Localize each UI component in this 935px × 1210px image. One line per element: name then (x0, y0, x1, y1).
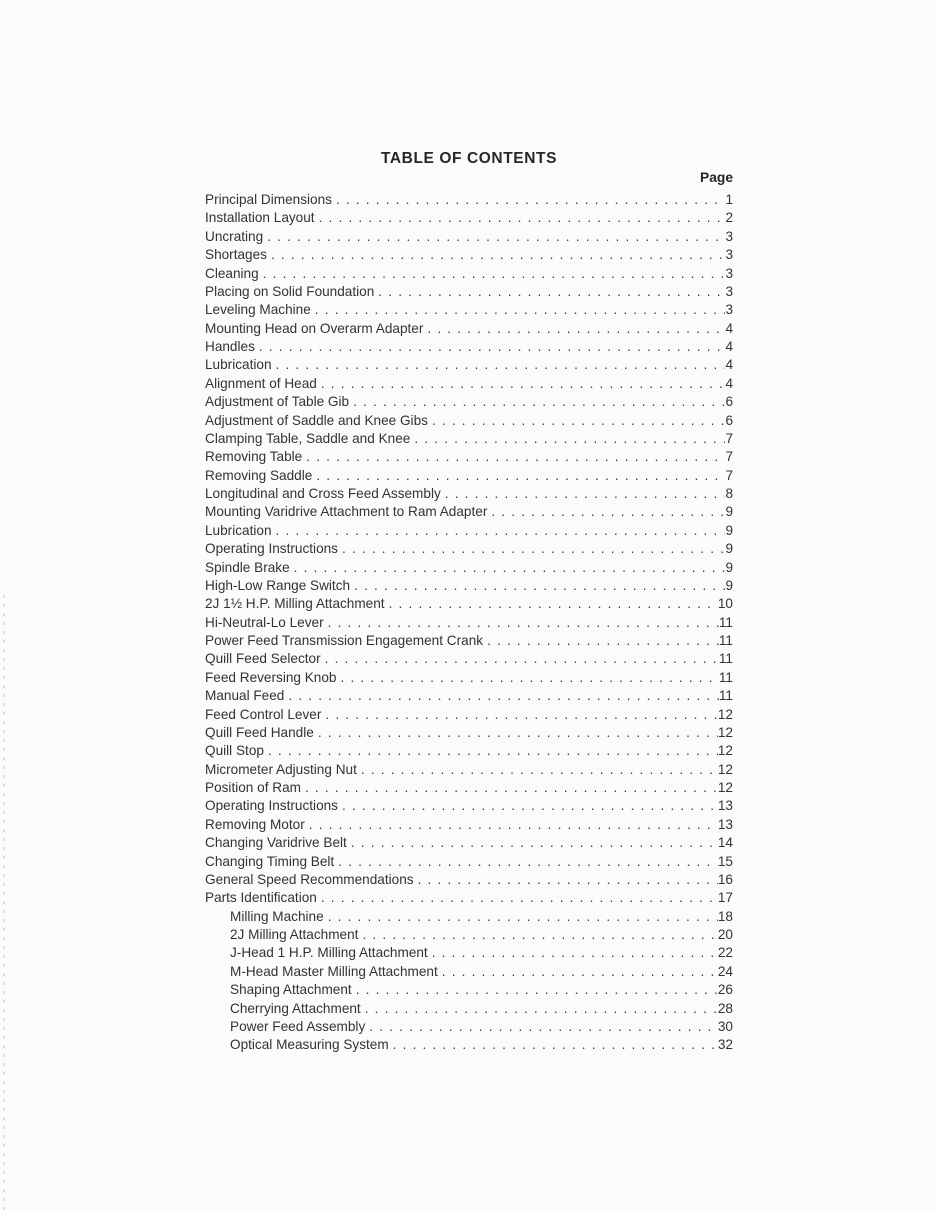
toc-entry-page: 6 (725, 412, 733, 428)
dot-leader-icon (314, 725, 718, 740)
dot-leader-icon (352, 982, 718, 997)
toc-entry-label: Cleaning (205, 265, 259, 281)
toc-row (205, 523, 733, 541)
toc-row (205, 578, 733, 596)
dot-leader-icon (272, 523, 726, 538)
toc-entry-page: 3 (725, 283, 733, 299)
toc-entry-page: 24 (717, 963, 733, 979)
dot-leader-icon (263, 229, 725, 244)
toc-entry-label: 2J Milling Attachment (230, 927, 359, 942)
toc-row (205, 835, 733, 853)
toc-entry-label: J-Head 1 H.P. Milling Attachment (230, 945, 428, 961)
toc-row (205, 927, 733, 945)
toc-row (205, 560, 733, 578)
toc-row (205, 321, 733, 339)
toc-entry-page: 12 (717, 743, 733, 759)
dot-leader-icon (332, 192, 726, 207)
toc-row (205, 339, 733, 357)
page-title: TABLE OF CONTENTS (380, 150, 558, 167)
toc-row (205, 357, 733, 375)
toc-entry-page: 12 (717, 780, 733, 795)
dot-leader-icon (264, 743, 718, 758)
toc-entry-label: Clamping Table, Saddle and Knee (205, 430, 411, 446)
toc-row (205, 707, 733, 725)
toc-entry-page: 3 (725, 228, 733, 244)
toc-entry-label: Feed Reversing Knob (205, 669, 337, 685)
toc-row (205, 192, 733, 210)
dot-leader-icon (410, 431, 725, 446)
toc-entry-label: Removing Table (205, 449, 303, 465)
scan-artifact-line (3, 595, 5, 1210)
dot-leader-icon (312, 468, 725, 483)
toc-entry-page: 11 (718, 651, 733, 667)
toc-entry-label: Milling Machine (230, 908, 324, 924)
dot-leader-icon (302, 449, 725, 464)
toc-row (205, 651, 733, 669)
toc-entry-page: 4 (725, 339, 733, 354)
toc-entry-page: 11 (718, 688, 733, 704)
toc-entry-page: 12 (717, 761, 733, 777)
dot-leader-icon (267, 247, 725, 262)
toc-entry-label: Manual Feed (205, 688, 285, 704)
toc-entry-label: Shaping Attachment (230, 982, 352, 998)
toc-entry-label: Mounting Head on Overarm Adapter (205, 320, 424, 336)
toc-row (205, 266, 733, 284)
dot-leader-icon (311, 302, 726, 317)
toc-entry-label: Quill Feed Selector (205, 651, 321, 667)
toc-row (205, 615, 733, 633)
toc-entry-page: 20 (717, 927, 733, 942)
toc-row (205, 688, 733, 706)
toc-entry-label: Quill Stop (205, 743, 264, 759)
dot-leader-icon (284, 688, 719, 703)
toc-entry-page: 11 (718, 633, 733, 648)
toc-row (205, 817, 733, 835)
toc-entry-label: Changing Varidrive Belt (205, 835, 347, 851)
dot-leader-icon (324, 909, 718, 924)
toc-entry-page: 2 (725, 210, 733, 226)
toc-entry-label: Operating Instructions (205, 541, 338, 557)
dot-leader-icon (487, 504, 725, 519)
toc-row (205, 964, 733, 982)
toc-entry-page: 12 (717, 706, 733, 722)
toc-row (205, 1037, 733, 1055)
dot-leader-icon (483, 633, 719, 648)
toc-entry-page: 9 (725, 541, 733, 557)
toc-row (205, 909, 733, 927)
toc-entry-page: 6 (725, 394, 733, 410)
toc-entry-page: 28 (717, 1000, 733, 1016)
dot-leader-icon (338, 541, 725, 556)
dot-leader-icon (389, 1037, 718, 1052)
toc-entry-label: Lubrication (205, 522, 272, 538)
toc-entry-label: 2J 1½ H.P. Milling Attachment (205, 596, 385, 612)
dot-leader-icon (414, 872, 718, 887)
toc-entry-page: 16 (717, 871, 733, 887)
toc-list (205, 192, 733, 1056)
toc-entry-label: Changing Timing Belt (205, 853, 335, 869)
dot-leader-icon (347, 835, 718, 850)
dot-leader-icon (349, 394, 725, 409)
dot-leader-icon (428, 413, 726, 428)
toc-entry-label: Placing on Solid Foundation (205, 283, 375, 299)
toc-entry-page: 9 (725, 577, 733, 593)
toc-entry-label: Spindle Brake (205, 559, 290, 575)
toc-row (205, 541, 733, 559)
toc-entry-label: Installation Layout (205, 210, 315, 226)
toc-row (205, 394, 733, 412)
toc-entry-label: Handles (205, 339, 255, 354)
dot-leader-icon (315, 210, 726, 225)
toc-row (205, 302, 733, 320)
dot-leader-icon (301, 780, 718, 795)
toc-entry-page: 7 (725, 467, 733, 483)
toc-row (205, 945, 733, 963)
toc-entry-page: 14 (717, 835, 733, 851)
toc-entry-label: General Speed Recommendations (205, 871, 414, 887)
toc-entry-page: 9 (725, 522, 733, 538)
dot-leader-icon (365, 1019, 718, 1034)
dot-leader-icon (317, 890, 718, 905)
toc-entry-page: 4 (725, 320, 733, 336)
toc-row (205, 247, 733, 265)
toc-row (205, 762, 733, 780)
table-of-contents (205, 150, 733, 1056)
dot-leader-icon (255, 339, 726, 354)
toc-entry-label: Lubrication (205, 357, 272, 373)
toc-row (205, 743, 733, 761)
toc-entry-page: 7 (725, 430, 733, 446)
toc-entry-label: Shortages (205, 247, 267, 263)
dot-leader-icon (374, 284, 725, 299)
toc-entry-label: Micrometer Adjusting Nut (205, 761, 357, 777)
toc-row (205, 725, 733, 743)
toc-entry-label: Alignment of Head (205, 375, 317, 391)
dot-leader-icon (324, 615, 719, 630)
dot-leader-icon (334, 854, 718, 869)
dot-leader-icon (438, 964, 718, 979)
toc-entry-page: 17 (717, 890, 733, 906)
dot-leader-icon (290, 560, 726, 575)
toc-entry-label: Removing Saddle (205, 467, 313, 483)
toc-entry-label: Hi-Neutral-Lo Lever (205, 614, 324, 630)
toc-row (205, 284, 733, 302)
toc-row (205, 504, 733, 522)
toc-row (205, 413, 733, 431)
toc-entry-label: Mounting Varidrive Attachment to Ram Adapter (205, 504, 488, 520)
dot-leader-icon (361, 1001, 718, 1016)
toc-entry-label: Power Feed Transmission Engagement Crank (205, 633, 484, 648)
toc-row (205, 1019, 733, 1037)
toc-row (205, 982, 733, 1000)
toc-row (205, 468, 733, 486)
toc-entry-page: 26 (717, 982, 733, 998)
toc-entry-label: High-Low Range Switch (205, 577, 351, 593)
toc-entry-label: Parts Identification (205, 890, 317, 906)
toc-entry-page: 32 (717, 1037, 733, 1053)
toc-entry-page: 13 (717, 798, 733, 814)
toc-entry-label: M-Head Master Milling Attachment (230, 963, 438, 979)
toc-entry-label: Cherrying Attachment (230, 1000, 361, 1016)
toc-row (205, 596, 733, 614)
toc-entry-page: 15 (717, 853, 733, 869)
toc-entry-page: 8 (725, 486, 733, 501)
dot-leader-icon (317, 376, 726, 391)
toc-row (205, 1001, 733, 1019)
toc-entry-page: 22 (717, 945, 733, 961)
toc-entry-page: 9 (725, 559, 733, 575)
toc-row (205, 431, 733, 449)
toc-row (205, 376, 733, 394)
dot-leader-icon (350, 578, 725, 593)
toc-entry-page: 30 (717, 1018, 733, 1034)
toc-row (205, 670, 733, 688)
dot-leader-icon (358, 927, 717, 942)
dot-leader-icon (428, 945, 718, 960)
toc-entry-label: Principal Dimensions (205, 192, 332, 207)
toc-entry-label: Power Feed Assembly (230, 1018, 366, 1034)
toc-entry-page: 11 (718, 669, 733, 685)
toc-row (205, 449, 733, 467)
dot-leader-icon (338, 798, 718, 813)
toc-entry-label: Longitudinal and Cross Feed Assembly (205, 486, 441, 501)
toc-entry-label: Position of Ram (205, 780, 301, 795)
toc-entry-page: 3 (725, 247, 733, 263)
toc-row (205, 210, 733, 228)
dot-leader-icon (305, 817, 718, 832)
dot-leader-icon (357, 762, 718, 777)
dot-leader-icon (272, 357, 726, 372)
toc-entry-page: 12 (717, 724, 733, 740)
toc-entry-label: Removing Motor (205, 816, 305, 832)
toc-entry-page: 10 (717, 596, 733, 612)
toc-entry-page: 7 (725, 449, 733, 465)
toc-row (205, 854, 733, 872)
toc-entry-label: Uncrating (205, 228, 264, 244)
toc-entry-label: Leveling Machine (205, 302, 311, 318)
toc-entry-page: 13 (717, 816, 733, 832)
toc-entry-page: 3 (725, 302, 733, 318)
toc-entry-label: Adjustment of Saddle and Knee Gibs (205, 412, 428, 428)
toc-entry-page: 18 (717, 908, 733, 924)
toc-entry-page: 11 (718, 614, 733, 630)
toc-entry-label: Adjustment of Table Gib (205, 394, 350, 410)
dot-leader-icon (321, 651, 719, 666)
toc-row (205, 229, 733, 247)
toc-entry-label: Quill Feed Handle (205, 724, 314, 740)
dot-leader-icon (259, 266, 726, 281)
toc-row (205, 633, 733, 651)
toc-entry-page: 4 (725, 375, 733, 391)
toc-entry-page: 9 (725, 504, 733, 520)
toc-entry-label: Feed Control Lever (205, 706, 322, 722)
toc-row (205, 890, 733, 908)
toc-row (205, 486, 733, 504)
dot-leader-icon (441, 486, 726, 501)
toc-entry-label: Optical Measuring System (230, 1037, 389, 1053)
toc-entry-label: Operating Instructions (205, 798, 338, 814)
dot-leader-icon (321, 707, 718, 722)
dot-leader-icon (385, 596, 718, 611)
dot-leader-icon (423, 321, 725, 336)
toc-row (205, 798, 733, 816)
toc-row (205, 780, 733, 798)
toc-entry-page: 4 (725, 357, 733, 373)
toc-row (205, 872, 733, 890)
page-column-label: Page (700, 170, 733, 185)
toc-entry-page: 1 (725, 192, 733, 207)
toc-entry-page: 3 (725, 265, 733, 281)
dot-leader-icon (336, 670, 718, 685)
